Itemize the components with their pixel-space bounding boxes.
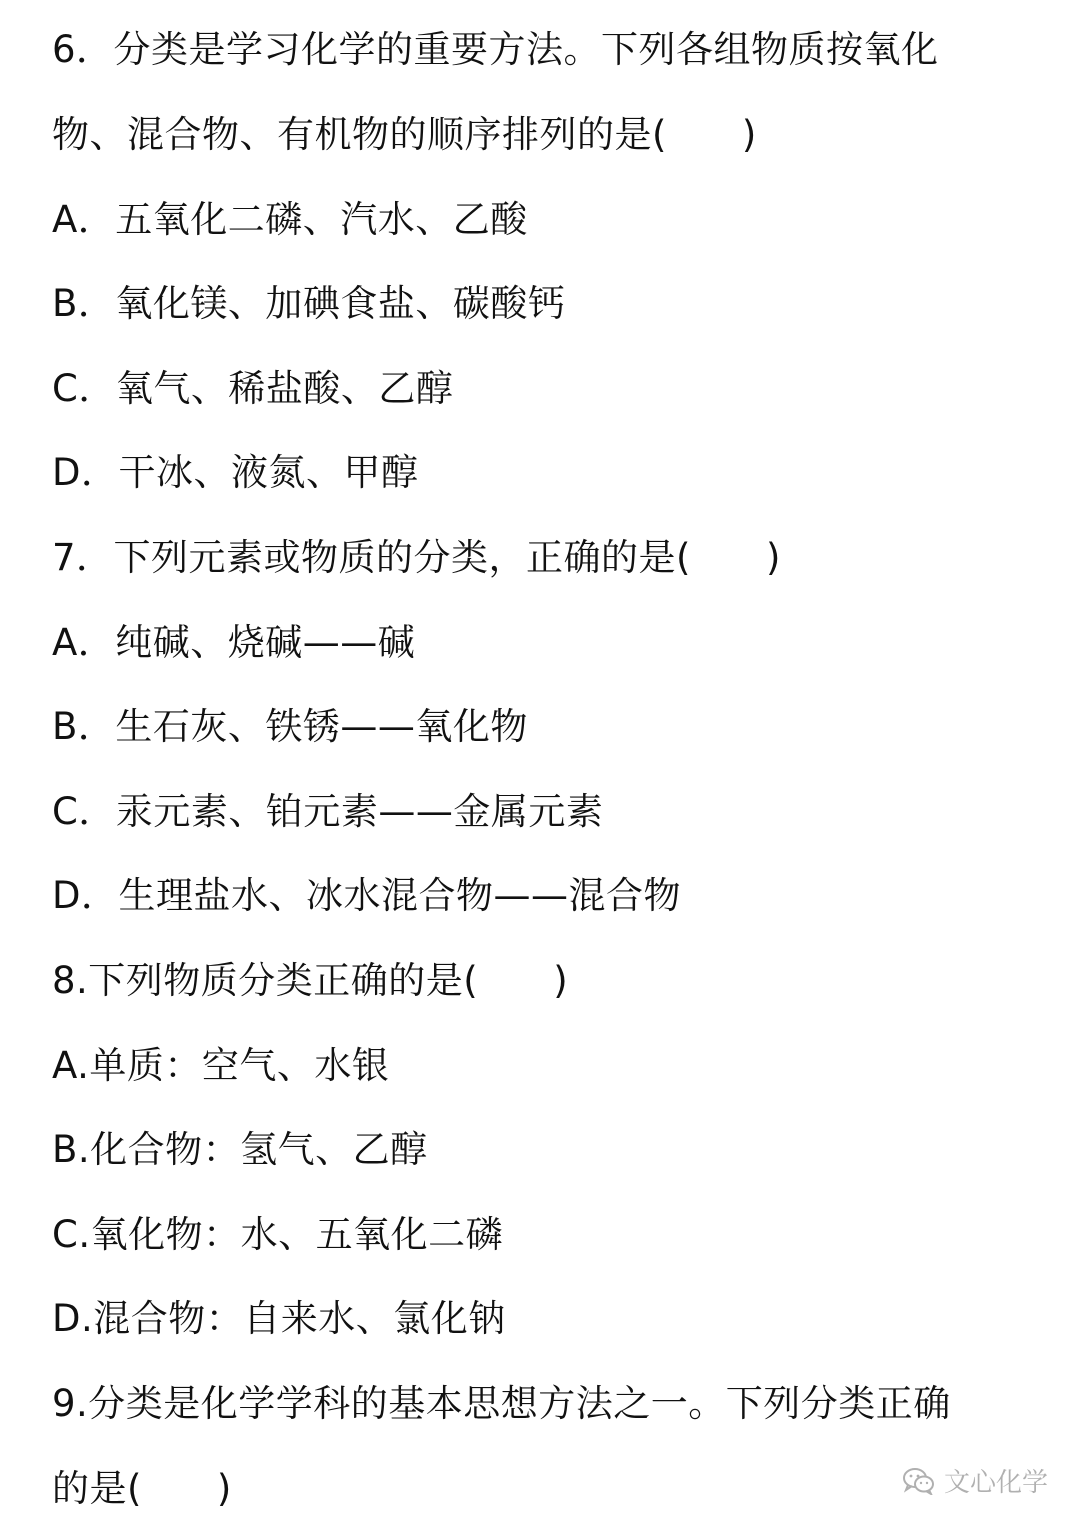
q8-stem: 8.下列物质分类正确的是( )	[52, 959, 569, 1002]
watermark	[902, 1462, 1048, 1499]
q6-stem-line-1: 6．分类是学习化学的重要方法。下列各组物质按氧化	[52, 28, 939, 71]
q8-option-a: A.单质：空气、水银	[52, 1044, 390, 1087]
q8-option-c: C.氧化物：水、五氧化二磷	[52, 1213, 504, 1256]
q7-stem: 7．下列元素或物质的分类，正确的是( )	[52, 536, 781, 579]
q7-option-c: C．汞元素、铂元素——金属元素	[52, 790, 604, 833]
q6-option-b: B．氧化镁、加碘食盐、碳酸钙	[52, 282, 566, 325]
q8-option-b: B.化合物：氢气、乙醇	[52, 1128, 428, 1171]
q7-option-b: B．生石灰、铁锈——氧化物	[52, 705, 528, 748]
q7-option-a: A．纯碱、烧碱——碱	[52, 621, 416, 664]
q9-stem-line-1: 9.分类是化学学科的基本思想方法之一。下列分类正确	[52, 1382, 951, 1425]
q6-option-c: C．氧气、稀盐酸、乙醇	[52, 367, 454, 410]
q7-option-d: D．生理盐水、冰水混合物——混合物	[52, 874, 681, 917]
q6-option-d: D．干冰、液氮、甲醇	[52, 451, 419, 494]
q9-stem-line-2: 的是( )	[52, 1467, 232, 1510]
q8-option-d: D.混合物：自来水、氯化钠	[52, 1297, 506, 1340]
q6-option-a: A．五氧化二磷、汽水、乙酸	[52, 198, 528, 241]
wechat-icon	[902, 1467, 936, 1495]
q6-stem-line-2: 物、混合物、有机物的顺序排列的是( )	[52, 113, 757, 156]
watermark-text: 文心化学	[944, 1468, 1049, 1498]
